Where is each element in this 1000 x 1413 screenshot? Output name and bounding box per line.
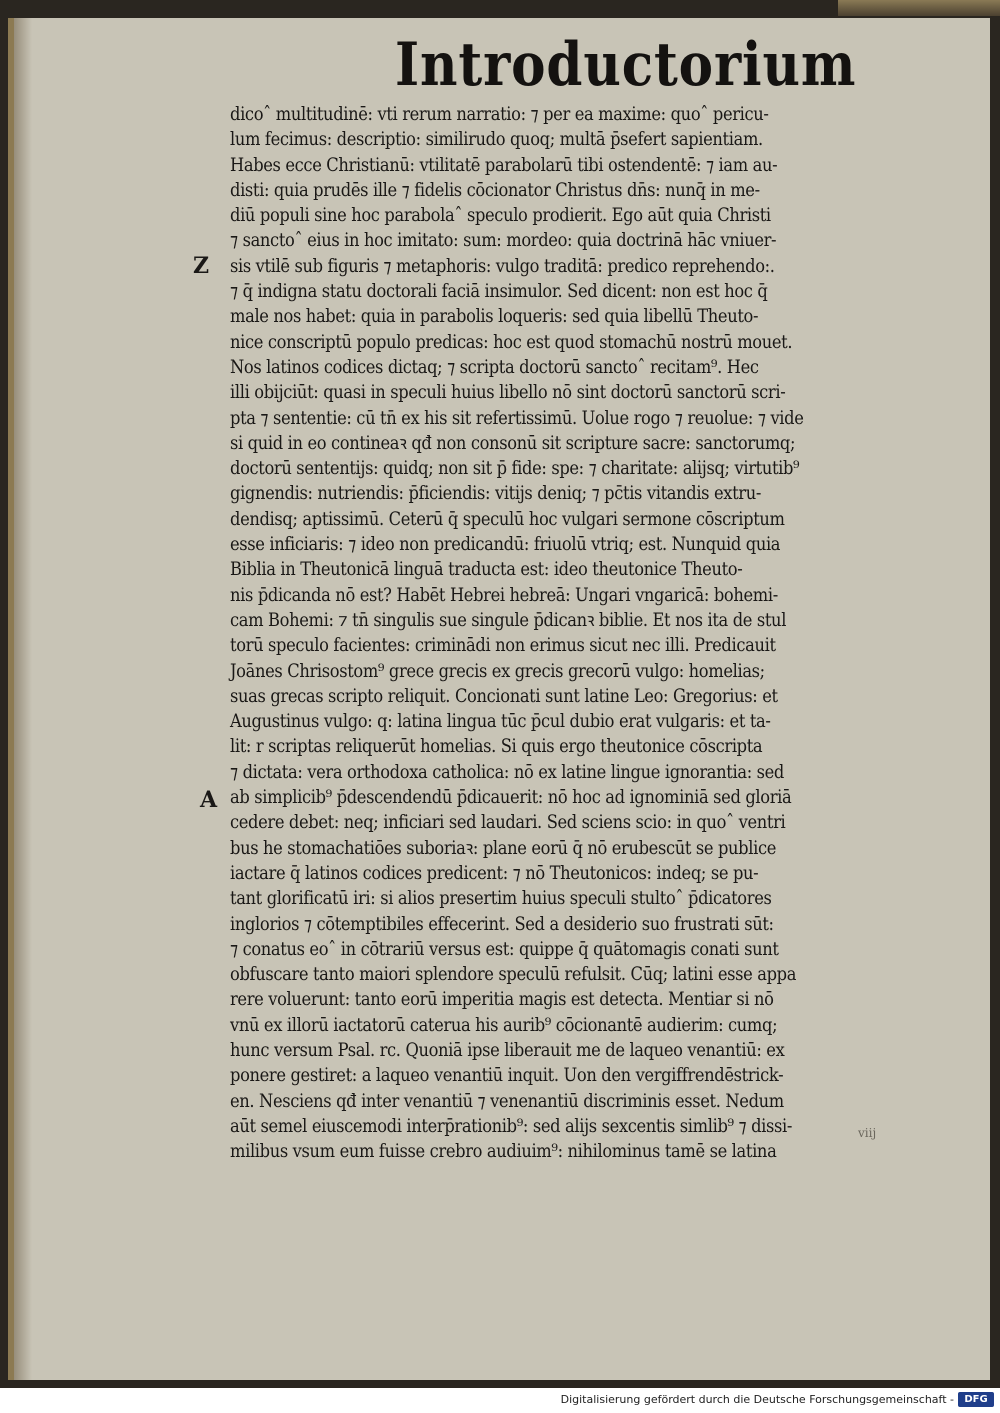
- text-line: bus he stomachatiōes suboriaꝛ: plane eorū q̄ nō erubescūt se publice: [230, 837, 777, 859]
- folio-mark: viij: [858, 1126, 877, 1140]
- margin-note-z: Z: [193, 253, 210, 279]
- text-line: Augustinus vulgo: q: latina lingua tūc p̄cul dubio erat vulgaris: et ta-: [230, 711, 771, 733]
- text-line: esse inficiaris: ⁊ ideo non predicandū: friuolū vtriq; est. Nunquid quia: [230, 534, 781, 556]
- text-line: sis vtilē sub figuris ⁊ metaphoris: vulgo traditā: predico reprehendo:.: [230, 255, 775, 277]
- gutter-shadow: [14, 18, 32, 1380]
- text-line: lit: r scriptas reliquerūt homelias. Si quis ergo theutonice cōscripta: [230, 736, 763, 758]
- text-line: nis p̄dicanda nō est? Habēt Hebrei hebreā: Ungari vngaricā: bohemi-: [230, 584, 778, 606]
- text-line: pta ⁊ sententie: cū tn̄ ex his sit refertissimū. Uolue rogo ⁊ reuolue: ⁊ vide: [230, 407, 804, 429]
- text-line: milibus vsum eum fuisse crebro audiuim⁹: nihilominus tamē se latina: [230, 1141, 777, 1163]
- text-line: ⁊ sanctoˆ eius in hoc imitato: sum: mordeo: quia doctrinā hāc vniuer-: [230, 230, 777, 252]
- funding-credit: Digitalisierung gefördert durch die Deutsche Forschungsgemeinschaft -: [560, 1393, 954, 1406]
- text-line: vnū ex illorū iactatorū caterua his aurib⁹ cōcionantē audierim: cumq;: [230, 1014, 778, 1036]
- text-line: ab simplicib⁹ p̄descendendū p̄dicauerit: nō hoc ad ignominiā sed gloriā: [230, 787, 792, 809]
- text-line: Joānes Chrisostom⁹ grece grecis ex grecis grecorū vulgo: homelias;: [230, 660, 765, 682]
- text-line: en. Nesciens qđ inter venantiū ⁊ venenantiū discriminis esset. Nedum: [230, 1090, 784, 1112]
- dfg-logo[interactable]: DFG: [958, 1392, 994, 1407]
- text-line: ⁊ conatus eoˆ in cōtrariū versus est: quippe q̄ quātomagis conati sunt: [230, 938, 779, 960]
- next-page-edge: [838, 0, 1000, 16]
- text-line: si quid in eo contineaꝛ qđ non consonū sit scripture sacre: sanctorumq;: [230, 432, 796, 454]
- text-line: iactare q̄ latinos codices predicent: ⁊ nō Theutonicos: indeq; se pu-: [230, 862, 759, 884]
- text-line: dendisq; aptissimū. Ceterū q̄ speculū hoc vulgari sermone cōscriptum: [230, 508, 785, 530]
- text-line: male nos habet: quia in parabolis loqueris: sed quia libellū Theuto-: [230, 306, 759, 328]
- text-line: doctorū sententijs: quidq; non sit p̄ fide: spe: ⁊ charitate: alijsq; virtutib⁹: [230, 458, 800, 480]
- text-line: diū populi sine hoc parabolaˆ speculo prodierit. Ego aūt quia Christi: [230, 205, 771, 227]
- text-line: Biblia in Theutonicā linguā traducta est: ideo theutonice Theuto-: [230, 559, 743, 581]
- text-line: suas grecas scripto reliquit. Concionati sunt latine Leo: Gregorius: et: [230, 685, 778, 707]
- text-line: Nos latinos codices dictaq; ⁊ scripta doctorū sanctoˆ recitam⁹. Hec: [230, 356, 759, 378]
- text-line: gignendis: nutriendis: p̄ficiendis: vitijs deniq; ⁊ pc̄tis vitandis extru-: [230, 483, 762, 505]
- text-line: obfuscare tanto maiori splendore speculū refulsit. Cūq; latini esse appa: [230, 964, 797, 986]
- digitization-footer: [0, 1388, 1000, 1413]
- text-line: Habes ecce Christianū: vtilitatē parabolarū tibi ostendentē: ⁊ iam au-: [230, 154, 778, 176]
- text-line: tant glorificatū iri: si alios presertim huius speculi stultoˆ p̄dicatores: [230, 888, 772, 910]
- body-text: [230, 102, 950, 1164]
- text-line: cedere debet: neq; inficiari sed laudari. Sed sciens scio: in quoˆ ventri: [230, 812, 786, 834]
- text-line: illi obijciūt: quasi in speculi huius libello nō sint doctorū sanctorū scri-: [230, 382, 786, 404]
- text-line: disti: quia prudēs ille ⁊ fidelis cōcionator Christus dn̄s: nunq̄ in me-: [230, 179, 760, 201]
- text-line: lum fecimus: descriptio: similirudo quoq; multā p̄sefert sapientiam.: [230, 129, 763, 151]
- text-line: dicoˆ multitudinē: vti rerum narratio: ⁊ per ea maxime: quoˆ pericu-: [230, 104, 769, 125]
- text-line: ponere gestiret: a laqueo venantiū inquit. Uon den vergiffrendēstrick-: [230, 1065, 784, 1087]
- text-line: torū speculo facientes: criminādi non erimus sicut nec illi. Predicauit: [230, 635, 776, 657]
- text-line: cam Bohemi: ⁊ tn̄ singulis sue singule p̄dicanꝛ biblie. Et nos ita de stul: [230, 609, 787, 631]
- page-header: Introductorium: [395, 30, 857, 100]
- text-line: ⁊ q̄ indigna statu doctorali faciā insimulor. Sed dicent: non est hoc q̄: [230, 281, 768, 303]
- margin-note-a: A: [200, 787, 218, 813]
- text-line: nice conscriptū populo predicas: hoc est quod stomachū nostrū mouet.: [230, 331, 793, 353]
- text-line: ⁊ dictata: vera orthodoxa catholica: nō ex latine lingue ignorantia: sed: [230, 761, 785, 783]
- text-line: rere voluerunt: tanto eorū imperitia magis est detecta. Mentiar si nō: [230, 989, 774, 1011]
- text-line: hunc versum Psal. rc. Quoniā ipse liberauit me de laqueo venantiū: ex: [230, 1039, 785, 1061]
- text-line: inglorios ⁊ cōtemptibiles effecerint. Sed a desiderio suo frustrati sūt:: [230, 913, 774, 935]
- text-line: aūt semel eiuscemodi interp̄rationib⁹: sed alijs sexcentis simlib⁹ ⁊ dissi-: [230, 1115, 793, 1137]
